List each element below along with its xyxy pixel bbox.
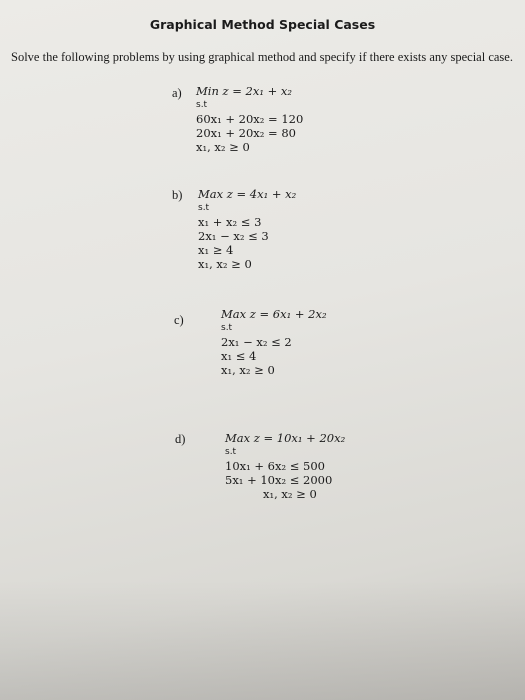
problem-a-nonneg: x₁, x₂ ≥ 0 [196, 140, 250, 154]
problem-d-label: d) [175, 432, 186, 446]
problem-d-nonneg: x₁, x₂ ≥ 0 [263, 487, 317, 501]
problem-d-constraint: 5x₁ + 10x₂ ≤ 2000 [225, 473, 333, 487]
instruction-text: Solve the following problems by using graphical method and specify if there exists any special case. [11, 50, 513, 64]
problem-b [198, 187, 296, 271]
problem-a [196, 84, 303, 154]
page-title: Graphical Method Special Cases [149, 17, 376, 32]
problem-d-st: s.t [225, 447, 237, 457]
problem-a-objective: Min z = 2x₁ + x₂ [196, 84, 292, 98]
problem-d [225, 431, 345, 501]
problem-d-constraint: 10x₁ + 6x₂ ≤ 500 [225, 459, 325, 473]
problem-c-nonneg: x₁, x₂ ≥ 0 [221, 363, 275, 377]
problem-b-st: s.t [198, 203, 210, 213]
problem-c-st: s.t [221, 323, 233, 333]
problem-b-nonneg: x₁, x₂ ≥ 0 [198, 257, 252, 271]
problem-a-constraint: 20x₁ + 20x₂ = 80 [196, 126, 296, 140]
problem-a-st: s.t [196, 100, 208, 110]
problem-d-objective: Max z = 10x₁ + 20x₂ [225, 431, 346, 445]
problem-c-constraint: x₁ ≤ 4 [221, 349, 257, 363]
problem-b-objective: Max z = 4x₁ + x₂ [198, 187, 297, 201]
problem-b-constraint: x₁ ≥ 4 [198, 243, 234, 257]
problem-c-objective: Max z = 6x₁ + 2x₂ [221, 307, 327, 321]
problem-a-constraint: 60x₁ + 20x₂ = 120 [196, 112, 304, 126]
problem-c-constraint: 2x₁ − x₂ ≤ 2 [221, 335, 292, 349]
problem-b-constraint: x₁ + x₂ ≤ 3 [198, 215, 262, 229]
problem-b-label: b) [172, 188, 183, 202]
page-shadow [0, 580, 525, 700]
problem-a-label: a) [172, 86, 182, 100]
problem-c [221, 307, 327, 377]
problem-b-constraint: 2x₁ − x₂ ≤ 3 [198, 229, 269, 243]
problem-c-label: c) [174, 313, 184, 327]
